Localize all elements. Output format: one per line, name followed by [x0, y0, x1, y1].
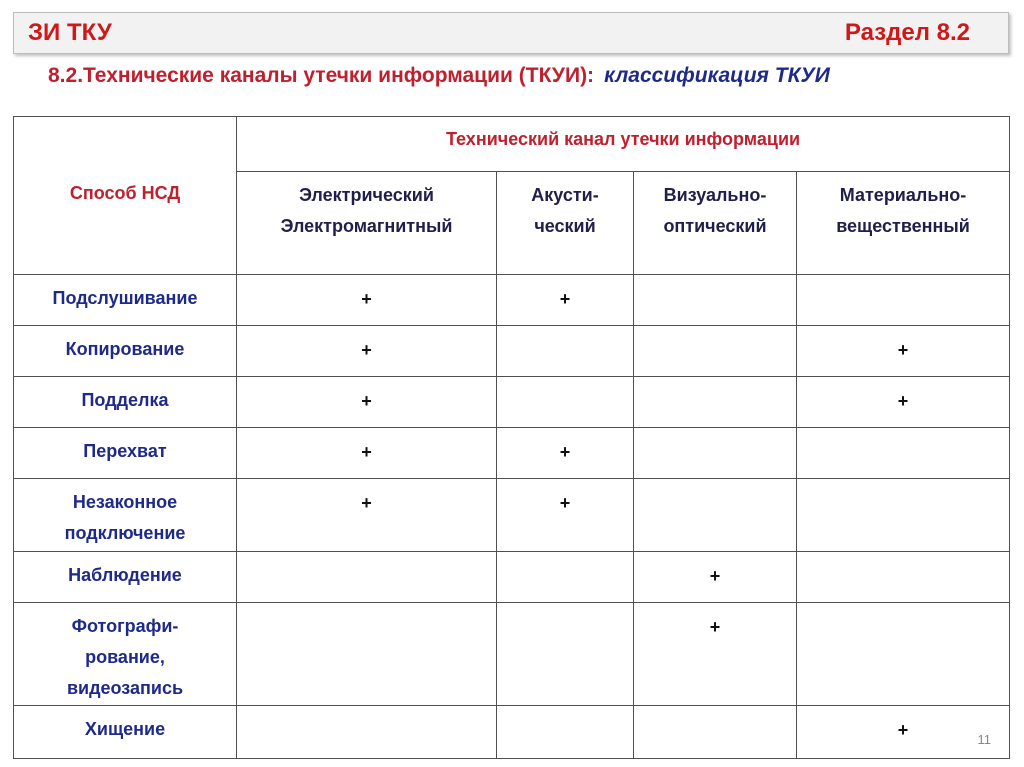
- table-cell: +: [797, 377, 1010, 428]
- table-cell: [634, 479, 797, 552]
- table-cell: [634, 275, 797, 326]
- table-cell: [237, 706, 497, 759]
- column-header-electric: Электрический Электромагнитный: [237, 172, 497, 275]
- table-cell: [797, 479, 1010, 552]
- table-row: [14, 479, 1010, 552]
- header-row-1: [14, 117, 1010, 172]
- table-cell: [634, 428, 797, 479]
- row-label: Наблюдение: [14, 552, 237, 603]
- section-title: Раздел 8.2: [844, 19, 970, 46]
- corner-header: Способ НСД: [14, 117, 237, 275]
- channel-group-header: Технический канал утечки информации: [237, 117, 1010, 172]
- table-row: [14, 552, 1010, 603]
- table-cell: +: [797, 326, 1010, 377]
- table-row: [14, 275, 1010, 326]
- table-cell: +: [497, 428, 634, 479]
- table-cell: [797, 275, 1010, 326]
- slide-subtitle: [48, 64, 830, 88]
- table-cell: [797, 603, 1010, 706]
- table-cell: +: [237, 428, 497, 479]
- row-label: Хищение: [14, 706, 237, 759]
- table-cell: +: [634, 603, 797, 706]
- table-cell: +: [237, 326, 497, 377]
- header-bar: [13, 12, 1009, 54]
- table-cell: +: [237, 275, 497, 326]
- row-label: Копирование: [14, 326, 237, 377]
- table-row: [14, 428, 1010, 479]
- table-cell: [634, 377, 797, 428]
- row-label: Перехват: [14, 428, 237, 479]
- row-label: Подделка: [14, 377, 237, 428]
- table-cell: +: [634, 552, 797, 603]
- table-cell: + 11: [797, 706, 1010, 759]
- subtitle-accent: классификация ТКУИ: [604, 64, 830, 87]
- table-cell: [634, 326, 797, 377]
- classification-table: [13, 116, 1010, 759]
- row-label: Подслушивание: [14, 275, 237, 326]
- table-row: [14, 706, 1010, 759]
- column-header-material: Материально- вещественный: [797, 172, 1010, 275]
- table-row: [14, 377, 1010, 428]
- table-cell: [497, 603, 634, 706]
- table-cell: [797, 428, 1010, 479]
- table-cell: [497, 326, 634, 377]
- column-header-visual-optical: Визуально- оптический: [634, 172, 797, 275]
- row-label: Незаконное подключение: [14, 479, 237, 552]
- course-title: ЗИ ТКУ: [28, 19, 112, 46]
- table-cell: [237, 552, 497, 603]
- page-number: 11: [977, 732, 992, 747]
- table-cell: [497, 377, 634, 428]
- table-cell: +: [237, 479, 497, 552]
- table-cell: +: [237, 377, 497, 428]
- table-cell: +: [497, 275, 634, 326]
- table-cell: [797, 552, 1010, 603]
- table-row: [14, 603, 1010, 706]
- table-cell: [634, 706, 797, 759]
- row-label: Фотографи- рование, видеозапись: [14, 603, 237, 706]
- table-cell: +: [497, 479, 634, 552]
- table-cell: [237, 603, 497, 706]
- subtitle-main: 8.2.Технические каналы утечки информации (ТКУИ):: [48, 64, 595, 87]
- table-row: [14, 326, 1010, 377]
- column-header-acoustic: Акусти- ческий: [497, 172, 634, 275]
- table-cell: [497, 706, 634, 759]
- table-cell: [497, 552, 634, 603]
